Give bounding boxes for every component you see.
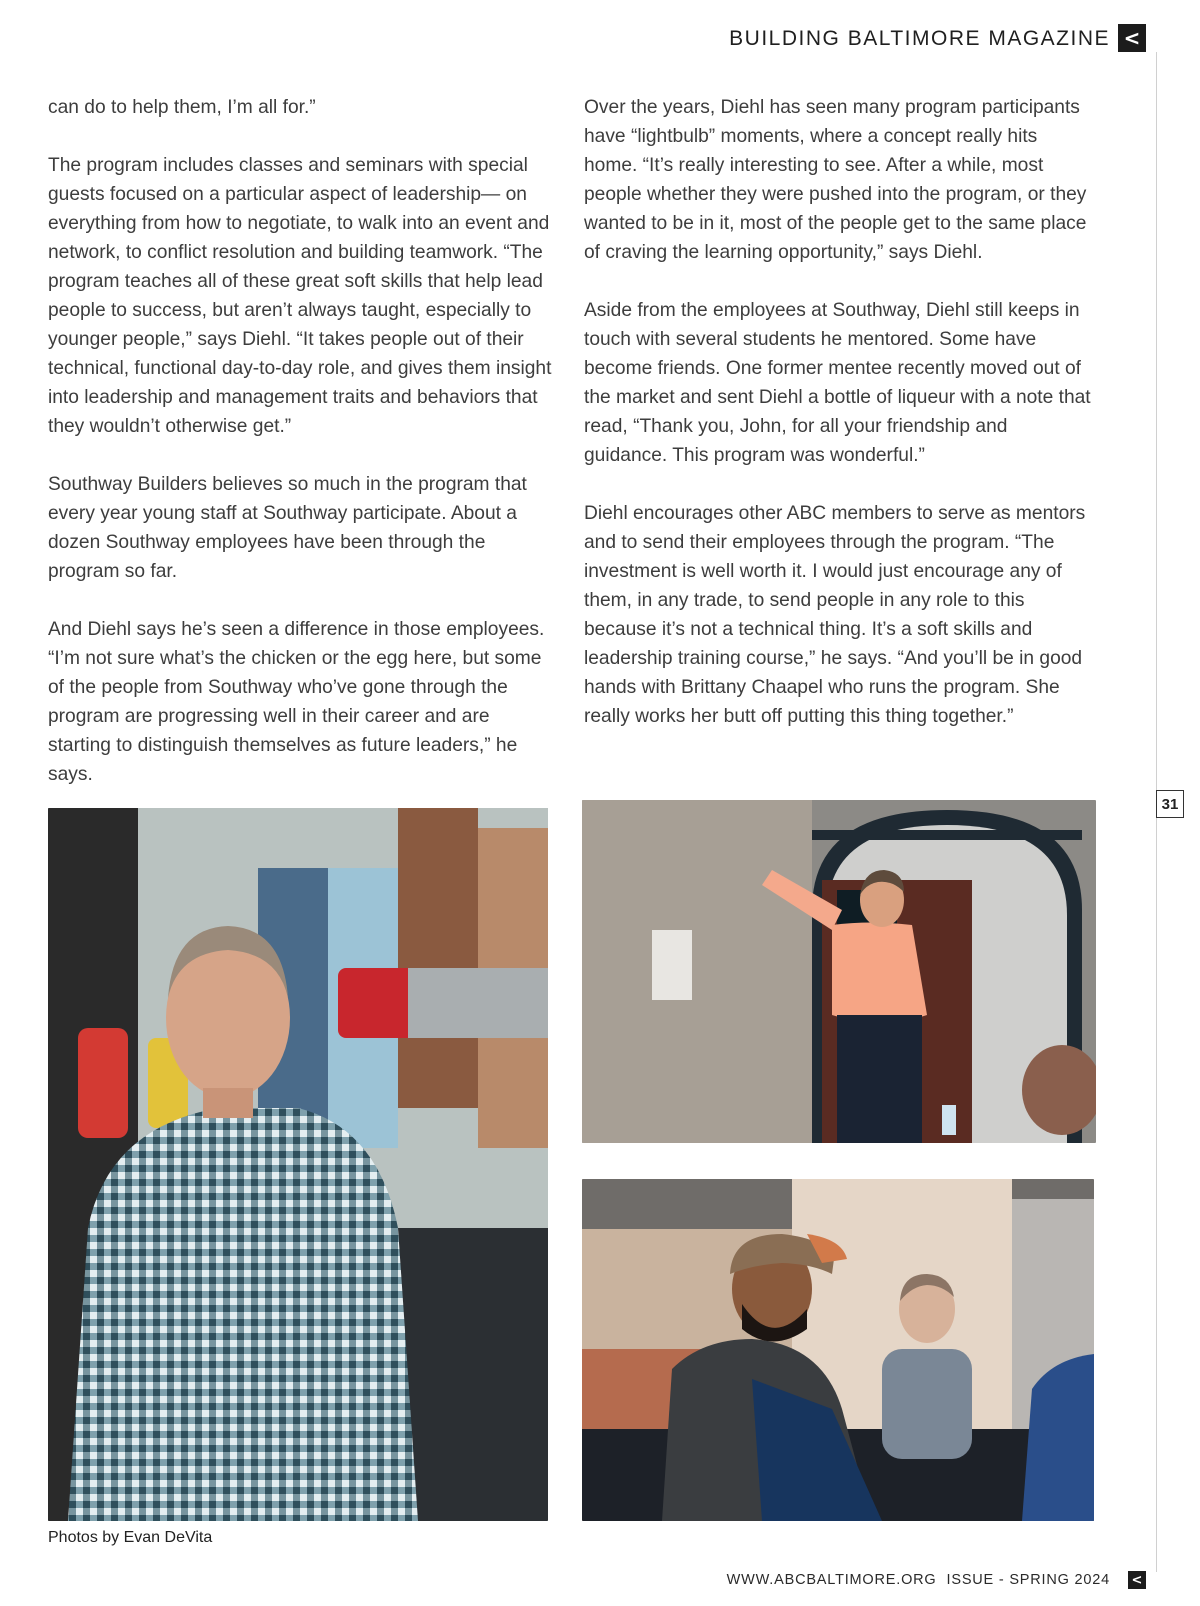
paragraph: can do to help them, I’m all for.” bbox=[48, 97, 316, 118]
back-nav-button[interactable]: < bbox=[1118, 24, 1146, 52]
paragraph: And Diehl says he’s seen a difference in those employees. “I’m not sure what’s the chicken or the egg here, but some of the people from Southway who’ve gone through the program are progressing well in their career and are starting to distinguish themselves as future leaders,” he says. bbox=[48, 619, 545, 785]
footer-back-nav-button[interactable]: < bbox=[1128, 1571, 1146, 1589]
photo-credit: Photos by Evan DeVita bbox=[48, 1529, 213, 1546]
attendees-photo bbox=[582, 1179, 1094, 1521]
paragraph: Aside from the employees at Southway, Diehl still keeps in touch with several students he mentored. Some have become friends. One former mentee recently moved out of the market and sent Diehl a bottle of liqueur with a note that read, “Thank you, John, for all your friendship and guidance. This program was wonderful.” bbox=[584, 300, 1091, 466]
portrait-photo bbox=[48, 808, 548, 1521]
presenter-photo bbox=[582, 800, 1096, 1143]
article-column-left bbox=[48, 93, 553, 818]
paragraph: The program includes classes and seminars with special guests focused on a particular aspect of leadership— on everything from how to negotiate, to walk into an event and network, to conflict resolution and building teamwork. “The program teaches all of these great soft skills that help lead people to success, but aren’t always taught, especially to younger people,” says Diehl. “It takes people out of their technical, functional day-to-day role, and gives them insight into leadership and management traits and behaviors that they wouldn’t otherwise get.” bbox=[48, 155, 552, 437]
paragraph: Diehl encourages other ABC members to serve as mentors and to send their employees through the program. “The investment is well worth it. I would just encourage any of them, in any trade, to send people in any role to this because it’s not a technical thing. It’s a soft skills and leadership training course,” he says. “And you’ll be in good hands with Brittany Chaapel who runs the program. She really works her butt off putting this thing together.” bbox=[584, 503, 1086, 727]
issue-label: ISSUE - SPRING 2024 bbox=[946, 1572, 1110, 1588]
page-number: 31 bbox=[1156, 790, 1184, 818]
article-column-right bbox=[584, 93, 1094, 760]
paragraph: Southway Builders believes so much in the program that every year young staff at Southway participate. About a dozen Southway employees have been through the program so far. bbox=[48, 474, 527, 582]
website-link[interactable]: WWW.ABCBALTIMORE.ORG bbox=[726, 1572, 937, 1588]
paragraph: Over the years, Diehl has seen many program participants have “lightbulb” moments, where a concept really hits home. “It’s really interesting to see. After a while, most people whether they were pushed into the program, or they wanted to be in it, most of the people get to the same place of craving the learning opportunity,” says Diehl. bbox=[584, 97, 1087, 263]
magazine-title: BUILDING BALTIMORE MAGAZINE bbox=[729, 27, 1110, 50]
footer bbox=[727, 1572, 1110, 1588]
